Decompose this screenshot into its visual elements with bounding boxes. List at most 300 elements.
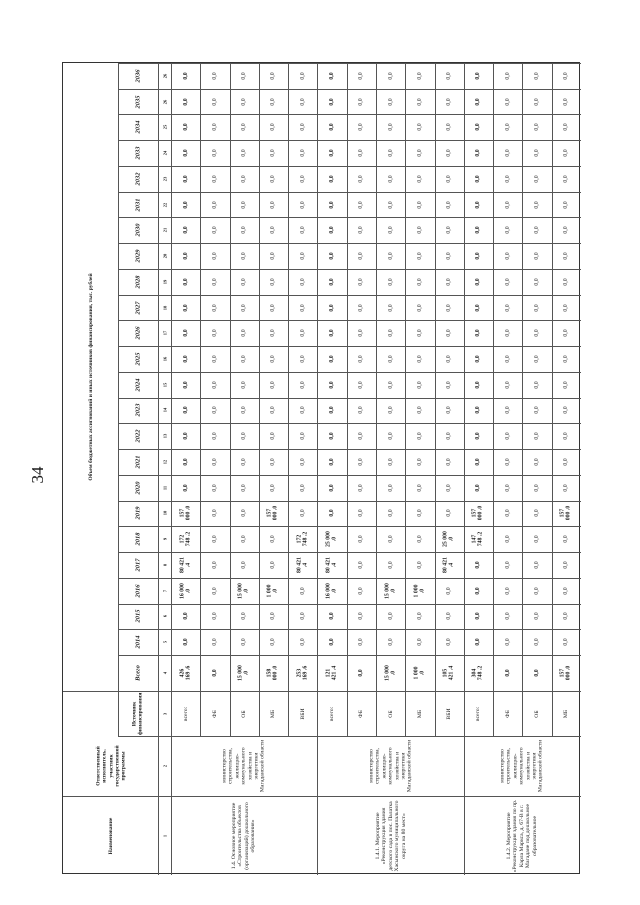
- year-value: [552, 140, 581, 166]
- total-value: [347, 655, 376, 691]
- value-text: 0,0: [358, 252, 365, 260]
- year-value: [347, 398, 376, 424]
- value-text: 0,0: [387, 175, 394, 183]
- value-text: 0,0: [299, 612, 306, 620]
- year-value: [347, 192, 376, 218]
- column-index: [158, 372, 171, 398]
- year-value: [464, 552, 493, 578]
- value-text: 0,0: [241, 278, 248, 286]
- year-header-2025: [118, 346, 158, 372]
- year-value: [259, 166, 288, 192]
- year-header-2028: [118, 269, 158, 295]
- year-value: [171, 217, 200, 243]
- year-header-2030: [118, 217, 158, 243]
- year-value: [464, 166, 493, 192]
- year-value: [347, 63, 376, 89]
- year-value: [464, 192, 493, 218]
- value-text: 0,0: [299, 123, 306, 131]
- year-value: [552, 552, 581, 578]
- year-value: [376, 629, 405, 655]
- value-text: 0,0: [387, 406, 394, 415]
- value-text: 0,0: [299, 175, 306, 183]
- column-index: [158, 604, 171, 630]
- year-value: [317, 629, 346, 655]
- year-value: [200, 243, 229, 269]
- value-text: 0,0: [241, 381, 248, 389]
- column-index-text: 7: [162, 589, 167, 592]
- value-text: 0,0: [563, 252, 570, 260]
- value-text: 0,0: [534, 406, 541, 415]
- year-value: [552, 629, 581, 655]
- value-text: 0,0: [270, 123, 277, 131]
- year-value: [552, 114, 581, 140]
- value-text: 0,0: [329, 226, 336, 234]
- value-text: 0,0: [182, 278, 189, 286]
- total-value: [259, 655, 288, 691]
- year-value: [317, 372, 346, 398]
- name-header-text: Наименование: [107, 817, 114, 854]
- value-text: 0,0: [446, 252, 453, 260]
- value-text: 0,0: [329, 278, 336, 286]
- year-label: 2019: [134, 506, 142, 520]
- year-value: [376, 63, 405, 89]
- value-text: 0,0: [563, 123, 570, 131]
- total-header-text: Всего: [134, 665, 142, 681]
- value-text: 0,0: [446, 278, 453, 286]
- year-value: [317, 243, 346, 269]
- value-text: 0,0: [182, 355, 189, 363]
- year-value: [171, 578, 200, 604]
- value-text: 0,0: [299, 484, 306, 492]
- value-text: 0,0: [270, 561, 277, 569]
- value-text: 0,0: [299, 355, 306, 363]
- year-value: [493, 372, 522, 398]
- value-text: 0,0: [446, 149, 453, 157]
- year-value: [376, 320, 405, 346]
- year-value: [435, 269, 464, 295]
- year-value: [259, 192, 288, 218]
- value-text: 0,0: [270, 612, 277, 620]
- year-header-2032: [118, 166, 158, 192]
- group-responsible-text: министерство строительства, жилищно-коммунального хозяйства и энергетики Магаданской области: [368, 739, 413, 793]
- column-index-text: 20: [162, 253, 167, 259]
- value-text: 0,0: [534, 149, 541, 157]
- value-text: 147 748 .2: [472, 531, 485, 547]
- year-value: [171, 552, 200, 578]
- year-header-2014: [118, 629, 158, 655]
- year-value: [376, 217, 405, 243]
- year-value: [230, 552, 259, 578]
- grid-line: [118, 63, 119, 691]
- value-text: 0,0: [504, 226, 511, 234]
- column-index: [158, 552, 171, 578]
- value-text: 0,0: [358, 587, 365, 595]
- value-text: 0,0: [241, 458, 248, 466]
- year-value: [493, 629, 522, 655]
- value-text: 0,0: [299, 509, 306, 518]
- year-value: [288, 604, 317, 630]
- year-value: [171, 449, 200, 475]
- year-value: [288, 552, 317, 578]
- value-text: 0,0: [534, 638, 541, 646]
- value-text: 0,0: [563, 381, 570, 389]
- grid-line: [259, 63, 260, 736]
- value-text: 0,0: [563, 638, 570, 646]
- value-text: 172 748 .2: [296, 531, 309, 547]
- year-value: [493, 192, 522, 218]
- year-value: [376, 192, 405, 218]
- source-cell: [288, 691, 317, 736]
- column-index-text: 5: [162, 640, 167, 644]
- year-value: [317, 449, 346, 475]
- year-value: [435, 398, 464, 424]
- value-text: 0,0: [387, 432, 394, 440]
- year-value: [230, 475, 259, 501]
- source-cell: [493, 691, 522, 736]
- year-header-2019: [118, 501, 158, 527]
- year-value: [552, 604, 581, 630]
- column-index-text: 3: [162, 712, 167, 715]
- year-value: [230, 269, 259, 295]
- column-index: [158, 114, 171, 140]
- value-text: 0,0: [504, 638, 511, 646]
- column-index-text: 19: [162, 279, 167, 285]
- total-value: [288, 655, 317, 691]
- year-value: [522, 269, 551, 295]
- value-text: 0,0: [534, 432, 541, 440]
- year-value: [552, 398, 581, 424]
- group-responsible: [171, 736, 317, 796]
- value-text: 0,0: [534, 200, 541, 209]
- year-value: [376, 475, 405, 501]
- source-label: ФБ: [504, 709, 511, 718]
- source-cell: [464, 691, 493, 736]
- value-text: 0,0: [475, 123, 482, 131]
- year-value: [376, 552, 405, 578]
- year-value: [552, 192, 581, 218]
- year-value: [552, 346, 581, 372]
- value-text: 0,0: [270, 226, 277, 234]
- value-text: 0,0: [182, 226, 189, 234]
- year-value: [288, 449, 317, 475]
- year-value: [171, 320, 200, 346]
- year-value: [288, 140, 317, 166]
- value-text: 0,0: [416, 72, 423, 80]
- value-text: 0,0: [387, 355, 394, 363]
- year-value: [435, 63, 464, 89]
- value-text: 0,0: [416, 509, 423, 518]
- grid-line: [171, 63, 172, 875]
- year-value: [230, 192, 259, 218]
- year-value: [317, 63, 346, 89]
- year-value: [552, 449, 581, 475]
- value-text: 0,0: [299, 381, 306, 389]
- year-value: [405, 192, 434, 218]
- grid-line: [118, 63, 581, 64]
- year-value: [464, 140, 493, 166]
- value-text: 0,0: [475, 458, 482, 466]
- value-text: 0,0: [182, 329, 189, 337]
- column-index-text: 26: [162, 99, 167, 104]
- year-value: [435, 552, 464, 578]
- value-text: 0,0: [563, 458, 570, 466]
- year-header-2022: [118, 423, 158, 449]
- value-text: 0,0: [211, 406, 218, 415]
- year-value: [376, 423, 405, 449]
- total-value: [230, 655, 259, 691]
- year-value: [288, 526, 317, 552]
- value-text: 0,0: [534, 612, 541, 620]
- value-text: 0,0: [446, 484, 453, 492]
- source-label: ФБ: [211, 709, 218, 718]
- year-value: [288, 629, 317, 655]
- year-value: [435, 89, 464, 115]
- value-text: 0,0: [504, 97, 511, 106]
- year-value: [317, 192, 346, 218]
- value-text: 0,0: [329, 509, 336, 518]
- year-value: [405, 629, 434, 655]
- total-header: [118, 655, 158, 691]
- year-value: [171, 372, 200, 398]
- column-index-text: 11: [162, 485, 167, 490]
- value-text: 0,0: [211, 72, 218, 80]
- column-index-text: 9: [162, 538, 167, 541]
- year-value: [552, 217, 581, 243]
- column-index: [158, 501, 171, 527]
- year-value: [288, 114, 317, 140]
- value-text: 0,0: [563, 175, 570, 183]
- year-value: [171, 114, 200, 140]
- value-text: 15 000 .0: [237, 665, 251, 681]
- value-text: 0,0: [504, 458, 511, 466]
- year-value: [230, 140, 259, 166]
- value-text: 0,0: [182, 484, 189, 492]
- value-text: 0,0: [504, 303, 511, 312]
- value-text: 0,0: [270, 329, 277, 337]
- grid-line: [118, 192, 581, 193]
- source-label: всего:: [182, 706, 189, 721]
- grid-line: [118, 552, 581, 553]
- column-index: [158, 320, 171, 346]
- year-value: [435, 192, 464, 218]
- value-text: 0,0: [387, 484, 394, 492]
- value-text: 0,0: [504, 252, 511, 260]
- year-value: [464, 398, 493, 424]
- year-value: [259, 604, 288, 630]
- value-text: 0,0: [534, 97, 541, 106]
- column-index-text: 23: [162, 176, 167, 182]
- value-text: 0,0: [270, 432, 277, 440]
- year-label: 2029: [134, 249, 142, 263]
- year-value: [200, 449, 229, 475]
- value-text: 0,0: [534, 458, 541, 466]
- value-text: 0,0: [416, 329, 423, 337]
- value-text: 0,0: [329, 175, 336, 183]
- column-index: [158, 192, 171, 218]
- grid-line: [376, 63, 377, 736]
- value-text: 0,0: [416, 484, 423, 492]
- year-value: [288, 192, 317, 218]
- year-label: 2027: [134, 301, 142, 314]
- value-text: 1 000 .0: [413, 584, 426, 598]
- year-value: [230, 629, 259, 655]
- column-index: [158, 449, 171, 475]
- year-value: [522, 295, 551, 321]
- total-value: [405, 655, 434, 691]
- year-value: [171, 166, 200, 192]
- year-label: 2023: [134, 403, 142, 417]
- column-index-text: 8: [162, 563, 167, 567]
- year-value: [347, 114, 376, 140]
- value-text: 0,0: [211, 329, 218, 337]
- year-value: [171, 269, 200, 295]
- value-text: 0,0: [446, 175, 453, 183]
- year-value: [464, 578, 493, 604]
- value-text: 0,0: [299, 226, 306, 234]
- value-text: 0,0: [534, 278, 541, 286]
- value-text: 0,0: [446, 97, 453, 106]
- value-text: 80 421 .4: [296, 556, 309, 573]
- value-text: 0,0: [387, 535, 394, 543]
- source-label: ОБ: [533, 709, 540, 718]
- source-cell: [259, 691, 288, 736]
- value-text: 157 000 .0: [559, 665, 573, 681]
- name-header: [63, 796, 158, 875]
- value-text: 0,0: [358, 175, 365, 183]
- year-value: [317, 398, 346, 424]
- year-value: [376, 269, 405, 295]
- value-text: 0,0: [416, 458, 423, 466]
- year-value: [230, 578, 259, 604]
- value-text: 0,0: [241, 329, 248, 337]
- year-value: [230, 320, 259, 346]
- year-header-2021: [118, 449, 158, 475]
- value-text: 0,0: [563, 561, 570, 569]
- year-value: [435, 243, 464, 269]
- grid-line: [118, 501, 581, 502]
- source-label: ОБ: [387, 709, 394, 718]
- value-text: 426 169 .6: [179, 665, 192, 681]
- year-value: [522, 552, 551, 578]
- year-header-2020: [118, 475, 158, 501]
- value-text: 0,0: [270, 278, 277, 286]
- year-value: [376, 166, 405, 192]
- column-index-text: 24: [162, 150, 167, 156]
- value-text: 0,0: [241, 149, 248, 157]
- year-label: 2014: [134, 635, 142, 649]
- year-value: [522, 526, 551, 552]
- year-value: [347, 475, 376, 501]
- value-text: 0,0: [416, 97, 423, 106]
- group-responsible: [464, 736, 581, 796]
- year-value: [347, 243, 376, 269]
- grid-line: [118, 217, 581, 218]
- value-text: 0,0: [475, 97, 482, 106]
- year-header-2018: [118, 526, 158, 552]
- value-text: 1 000 .0: [267, 584, 280, 598]
- value-text: 0,0: [416, 226, 423, 234]
- year-value: [230, 372, 259, 398]
- value-text: 0,0: [534, 355, 541, 363]
- value-text: 0,0: [387, 226, 394, 234]
- value-text: 0,0: [563, 72, 570, 80]
- value-text: 0,0: [504, 484, 511, 492]
- year-value: [171, 192, 200, 218]
- year-value: [376, 140, 405, 166]
- year-value: [552, 166, 581, 192]
- value-text: 0,0: [534, 175, 541, 183]
- value-text: 0,0: [299, 278, 306, 286]
- year-value: [405, 526, 434, 552]
- column-index: [158, 243, 171, 269]
- year-value: [405, 578, 434, 604]
- year-value: [493, 526, 522, 552]
- value-text: 157 000 .0: [179, 506, 192, 521]
- value-text: 0,0: [270, 406, 277, 415]
- value-text: 0,0: [182, 175, 189, 183]
- grid-line: [118, 372, 581, 373]
- value-text: 15 000 .0: [384, 582, 397, 599]
- year-value: [435, 629, 464, 655]
- value-text: 0,0: [182, 303, 189, 312]
- year-value: [288, 475, 317, 501]
- year-value: [464, 629, 493, 655]
- value-text: 0,0: [446, 432, 453, 440]
- grid-line: [230, 63, 231, 736]
- grid-line: [118, 166, 581, 167]
- year-header-2029: [118, 243, 158, 269]
- year-value: [171, 346, 200, 372]
- year-value: [317, 114, 346, 140]
- value-text: 0,0: [299, 638, 306, 646]
- year-value: [464, 604, 493, 630]
- year-value: [435, 604, 464, 630]
- value-text: 0,0: [387, 561, 394, 569]
- year-value: [552, 320, 581, 346]
- value-text: 0,0: [475, 587, 482, 595]
- year-value: [259, 63, 288, 89]
- year-value: [200, 475, 229, 501]
- value-text: 0,0: [504, 72, 511, 80]
- value-text: 0,0: [475, 484, 482, 492]
- value-text: 0,0: [329, 97, 336, 106]
- value-text: 80 421 .4: [442, 556, 456, 573]
- group-name-text: 1.4.2. Мероприятие «Реконструкция здания по пр. Карла Маркса, д. 67-В в г. Магадане под дошкольное образовательное: [506, 799, 539, 872]
- grid-line: [317, 63, 318, 875]
- year-value: [405, 449, 434, 475]
- year-value: [200, 578, 229, 604]
- year-value: [522, 217, 551, 243]
- year-value: [200, 320, 229, 346]
- source-label: ФБ: [358, 709, 365, 718]
- year-value: [317, 269, 346, 295]
- year-value: [230, 604, 259, 630]
- value-text: 0,0: [416, 149, 423, 157]
- year-value: [171, 63, 200, 89]
- value-text: 0,0: [358, 278, 365, 286]
- value-text: 0,0: [387, 612, 394, 620]
- year-value: [493, 140, 522, 166]
- year-value: [259, 295, 288, 321]
- year-value: [493, 63, 522, 89]
- year-value: [522, 63, 551, 89]
- value-text: 80 421 .4: [325, 556, 339, 573]
- year-header-2035: [118, 89, 158, 115]
- year-value: [200, 295, 229, 321]
- year-value: [347, 423, 376, 449]
- year-value: [288, 166, 317, 192]
- value-text: 0,0: [387, 278, 394, 286]
